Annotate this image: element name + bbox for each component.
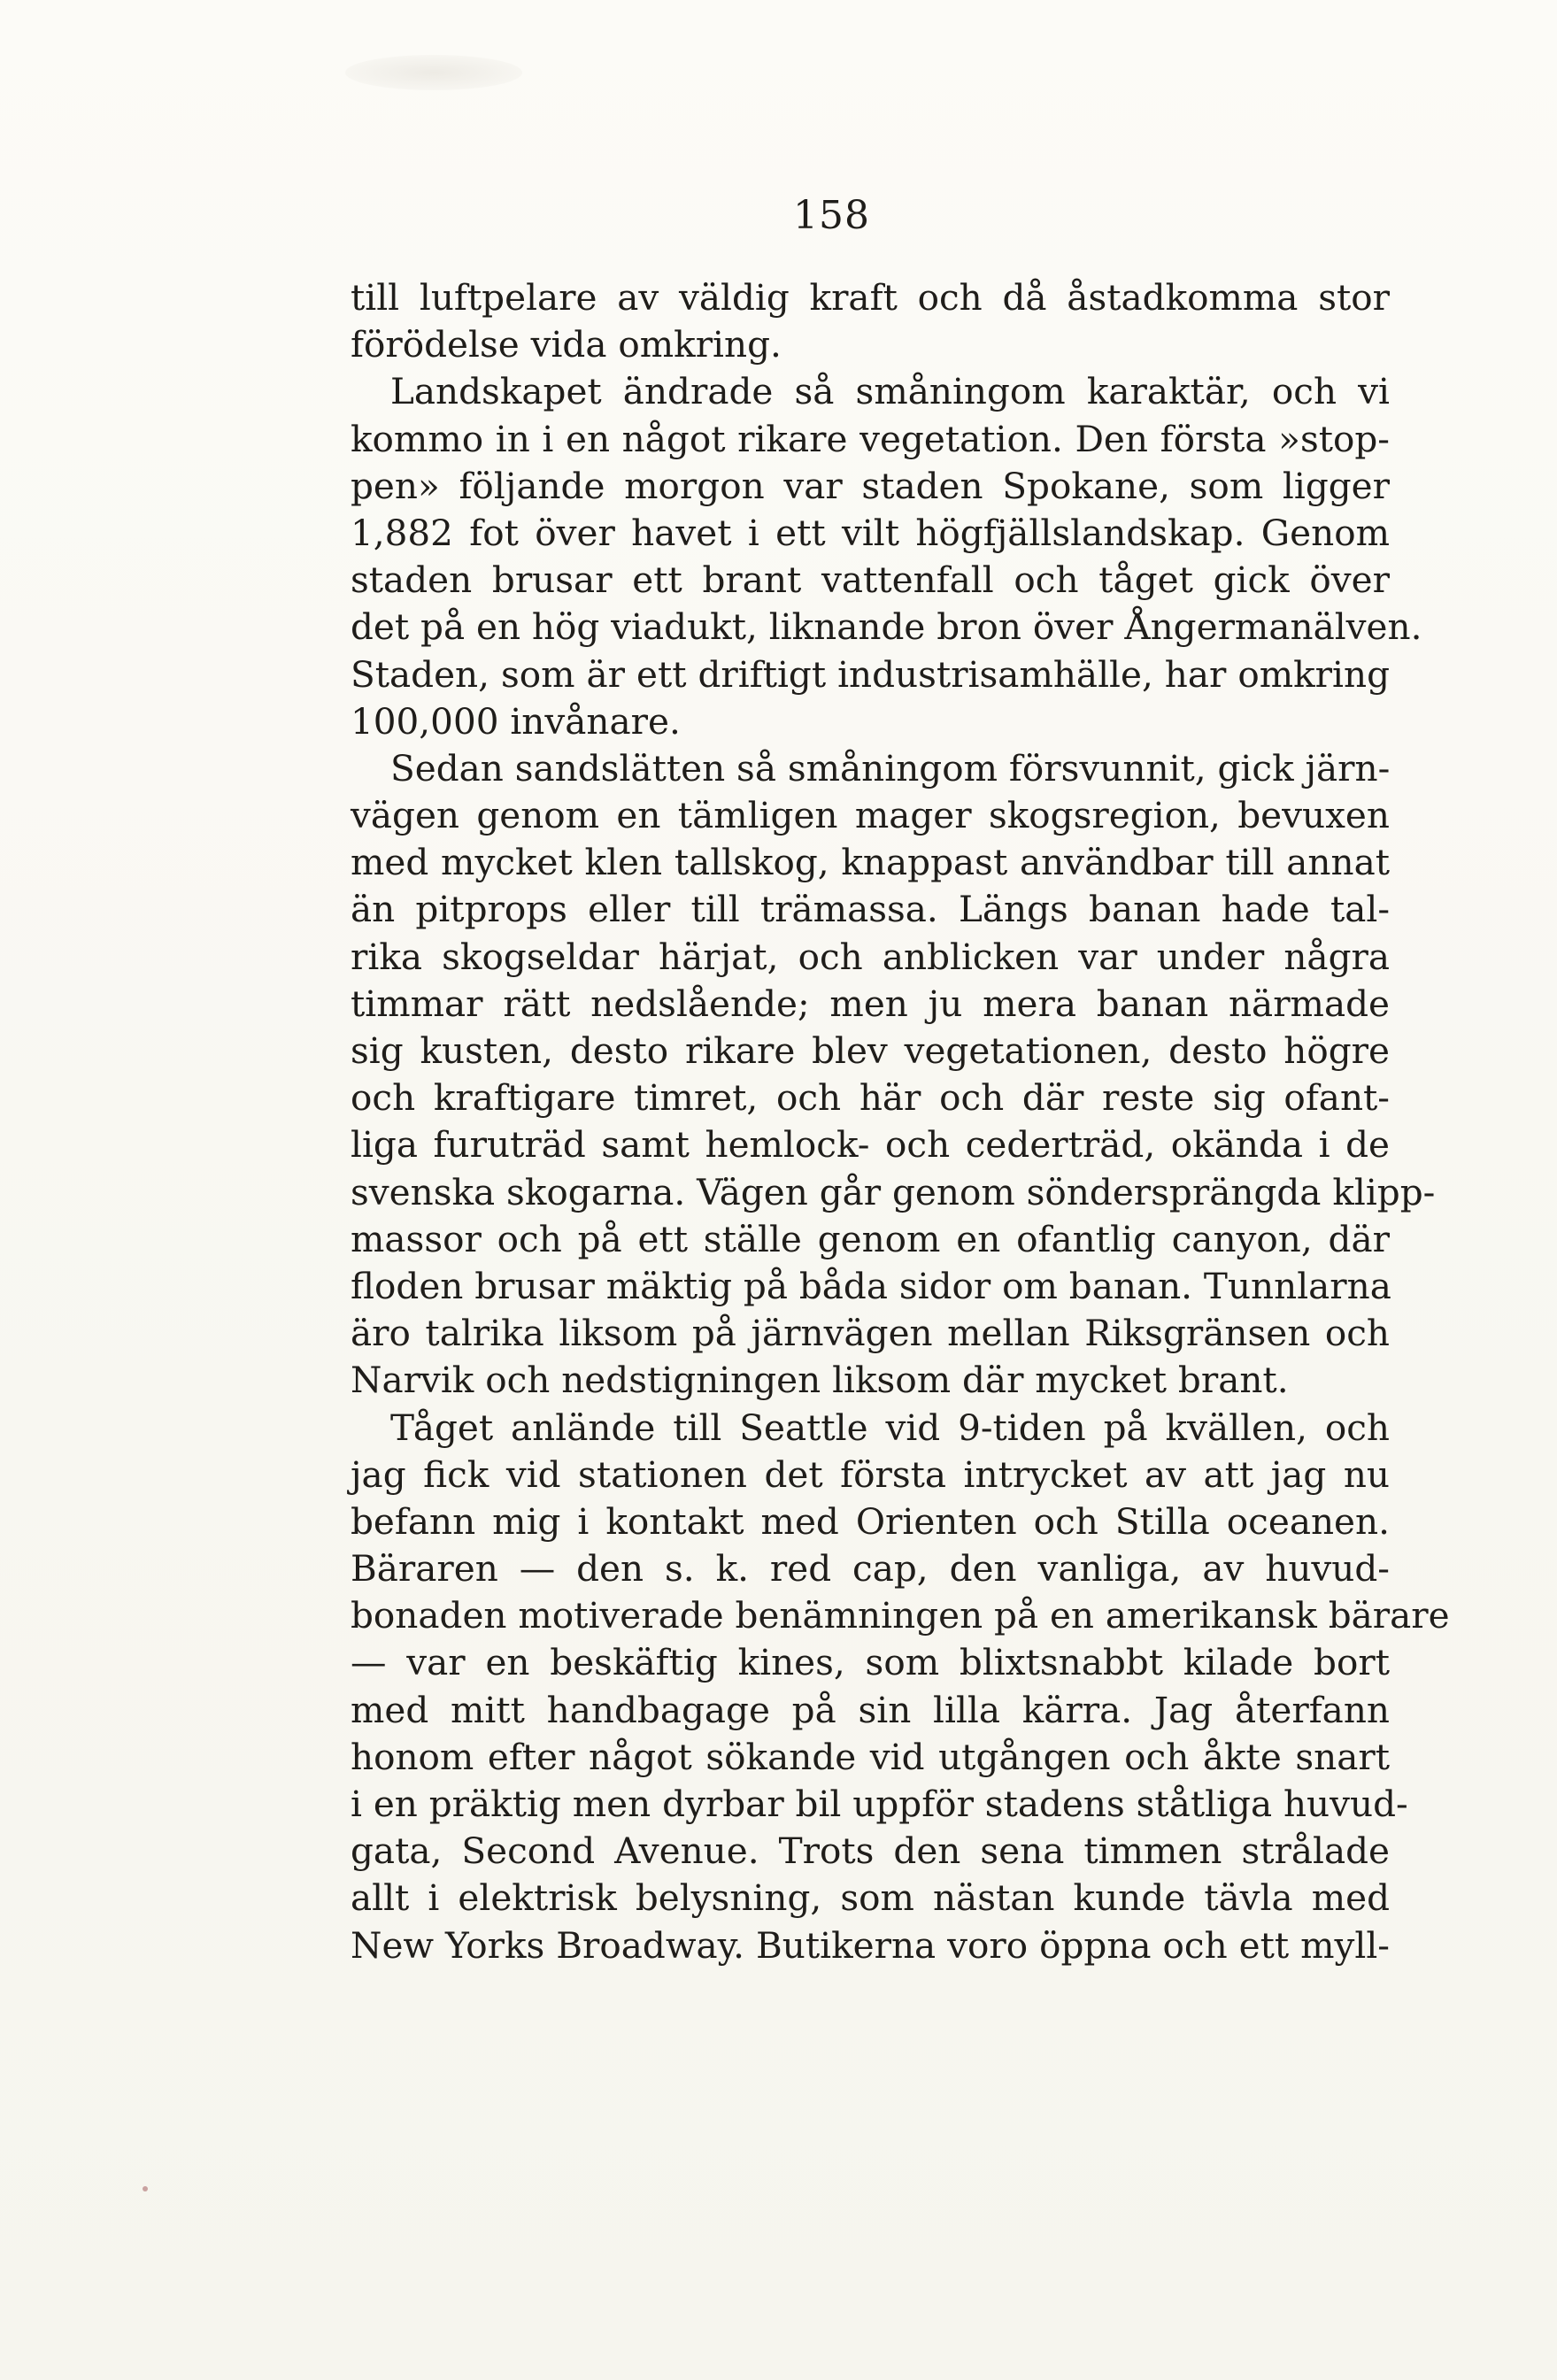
text-line: sig kusten, desto rikare blev vegetationen, desto högre (351, 1029, 1390, 1072)
text-line: med mitt handbagage på sin lilla kärra. Jag återfann (351, 1688, 1390, 1731)
text-line: i en präktig men dyrbar bil uppför stadens ståtliga huvud- (351, 1783, 1408, 1825)
text-line: Landskapet ändrade så småningom karaktär, och vi (390, 370, 1390, 413)
text-line: staden brusar ett brant vattenfall och tåget gick över (351, 558, 1390, 602)
text-line: svenska skogarna. Vägen går genom söndersprängda klipp- (351, 1170, 1436, 1213)
body-text (351, 274, 1450, 1969)
paper-smudge (345, 55, 522, 90)
text-line: floden brusar mäktig på båda sidor om banan. Tunnlarna (351, 1264, 1391, 1307)
text-line: äro talrika liksom på järnvägen mellan Riksgränsen och (351, 1312, 1390, 1355)
text-line: det på en hög viadukt, liknande bron över Ångermanälven. (351, 605, 1422, 649)
text-line: jag fick vid stationen det första intrycket av att jag nu (351, 1452, 1390, 1496)
text-line: Bäraren — den s. k. red cap, den vanliga, av huvud- (351, 1547, 1390, 1591)
text-line: New Yorks Broadway. Butikerna voro öppna och ett myll- (351, 1923, 1390, 1967)
text-line: än pitprops eller till trämassa. Längs banan hade tal- (351, 888, 1390, 931)
text-line: Staden, som är ett driftigt industrisamhälle, har omkring (351, 652, 1390, 696)
text-line: förödelse vida omkring. (351, 323, 782, 366)
text-line: — var en beskäftig kines, som blixtsnabbt kilade bort (351, 1641, 1390, 1684)
text-line: honom efter något sökande vid utgången och åkte snart (351, 1735, 1390, 1778)
text-line: pen» följande morgon var staden Spokane, som ligger (351, 464, 1390, 507)
text-line: Narvik och nedstigningen liksom där mycket brant. (351, 1359, 1289, 1402)
text-line: och kraftigare timret, och här och där reste sig ofant- (351, 1076, 1390, 1120)
text-line: massor och på ett ställe genom en ofantlig canyon, där (351, 1217, 1390, 1260)
text-line: med mycket klen tallskog, knappast användbar till annat (351, 841, 1390, 884)
text-line: liga furuträd samt hemlock- och cederträd, okända i de (351, 1123, 1390, 1167)
text-line: bonaden motiverade benämningen på en amerikansk bärare (351, 1594, 1450, 1637)
text-line: 1,882 fot över havet i ett vilt högfjällslandskap. Genom (351, 511, 1390, 554)
text-line: Sedan sandslätten så småningom försvunnit, gick järn- (390, 746, 1391, 789)
text-line: till luftpelare av väldig kraft och då åstadkomma stor (351, 276, 1390, 319)
text-line: gata, Second Avenue. Trots den sena timmen strålade (351, 1829, 1390, 1873)
text-line: befann mig i kontakt med Orienten och Stilla oceanen. (351, 1499, 1390, 1543)
text-line: vägen genom en tämligen mager skogsregion, bevuxen (351, 794, 1390, 837)
page-number: 158 (793, 193, 870, 238)
text-line: kommo in i en något rikare vegetation. Den första »stop- (351, 417, 1390, 460)
text-line: rika skogseldar härjat, och anblicken var under några (351, 935, 1390, 978)
text-line: timmar rätt nedslående; men ju mera banan närmade (351, 982, 1390, 1025)
text-line: Tåget anlände till Seattle vid 9-tiden på kvällen, och (390, 1406, 1390, 1449)
paper-speck (143, 2186, 148, 2191)
text-line: allt i elektrisk belysning, som nästan kunde tävla med (351, 1876, 1390, 1920)
text-line: 100,000 invånare. (351, 699, 681, 743)
